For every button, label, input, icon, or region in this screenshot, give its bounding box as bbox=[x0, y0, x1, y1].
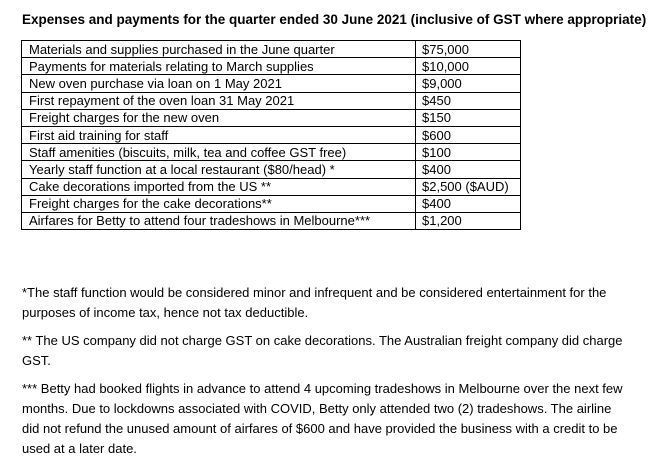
table-row bbox=[22, 195, 521, 212]
expense-amount: $150 bbox=[416, 109, 521, 126]
table-row bbox=[22, 161, 521, 178]
expense-amount: $2,500 ($AUD) bbox=[416, 178, 521, 195]
expense-description: Airfares for Betty to attend four tradeshows in Melbourne*** bbox=[22, 212, 416, 229]
expense-amount: $400 bbox=[416, 161, 521, 178]
table-row bbox=[22, 109, 521, 126]
expense-amount: $1,200 bbox=[416, 212, 521, 229]
expense-amount: $600 bbox=[416, 126, 521, 143]
table-row bbox=[22, 178, 521, 195]
expense-description: Cake decorations imported from the US ** bbox=[22, 178, 416, 195]
expense-description: Materials and supplies purchased in the June quarter bbox=[22, 41, 416, 58]
expenses-table bbox=[21, 40, 521, 230]
table-row bbox=[22, 92, 521, 109]
expense-description: First repayment of the oven loan 31 May 2021 bbox=[22, 92, 416, 109]
expense-description: New oven purchase via loan on 1 May 2021 bbox=[22, 75, 416, 92]
table-row bbox=[22, 75, 521, 92]
table-row bbox=[22, 212, 521, 229]
expense-description: Staff amenities (biscuits, milk, tea and coffee GST free) bbox=[22, 144, 416, 161]
footnote-airfares: *** Betty had booked flights in advance to attend 4 upcoming tradeshows in Melbourne over the next few months. Due to lockdowns associated with COVID, Betty only attended two (2) tradeshows. The airline did not refund the unused amount of airfares of $600 and have provided the business with a credit to be used at a later date. bbox=[22, 381, 623, 456]
expense-amount: $9,000 bbox=[416, 75, 521, 92]
footnote-us-gst: ** The US company did not charge GST on cake decorations. The Australian freight company did charge GST. bbox=[22, 333, 623, 368]
expense-amount: $450 bbox=[416, 92, 521, 109]
table-row bbox=[22, 126, 521, 143]
footnote-staff-function: *The staff function would be considered minor and infrequent and be considered entertainment for the purposes of income tax, hence not tax deductible. bbox=[22, 285, 607, 320]
table-row bbox=[22, 58, 521, 75]
expense-description: Yearly staff function at a local restaurant ($80/head) * bbox=[22, 161, 416, 178]
table-row bbox=[22, 41, 521, 58]
table-row bbox=[22, 144, 521, 161]
expense-amount: $10,000 bbox=[416, 58, 521, 75]
expense-amount: $75,000 bbox=[416, 41, 521, 58]
expense-amount: $100 bbox=[416, 144, 521, 161]
expense-description: Freight charges for the cake decorations** bbox=[22, 195, 416, 212]
expense-amount: $400 bbox=[416, 195, 521, 212]
document-heading: Expenses and payments for the quarter ended 30 June 2021 (inclusive of GST where appropriate) bbox=[22, 12, 647, 27]
expense-description: Payments for materials relating to March supplies bbox=[22, 58, 416, 75]
expense-description: Freight charges for the new oven bbox=[22, 109, 416, 126]
expense-description: First aid training for staff bbox=[22, 126, 416, 143]
